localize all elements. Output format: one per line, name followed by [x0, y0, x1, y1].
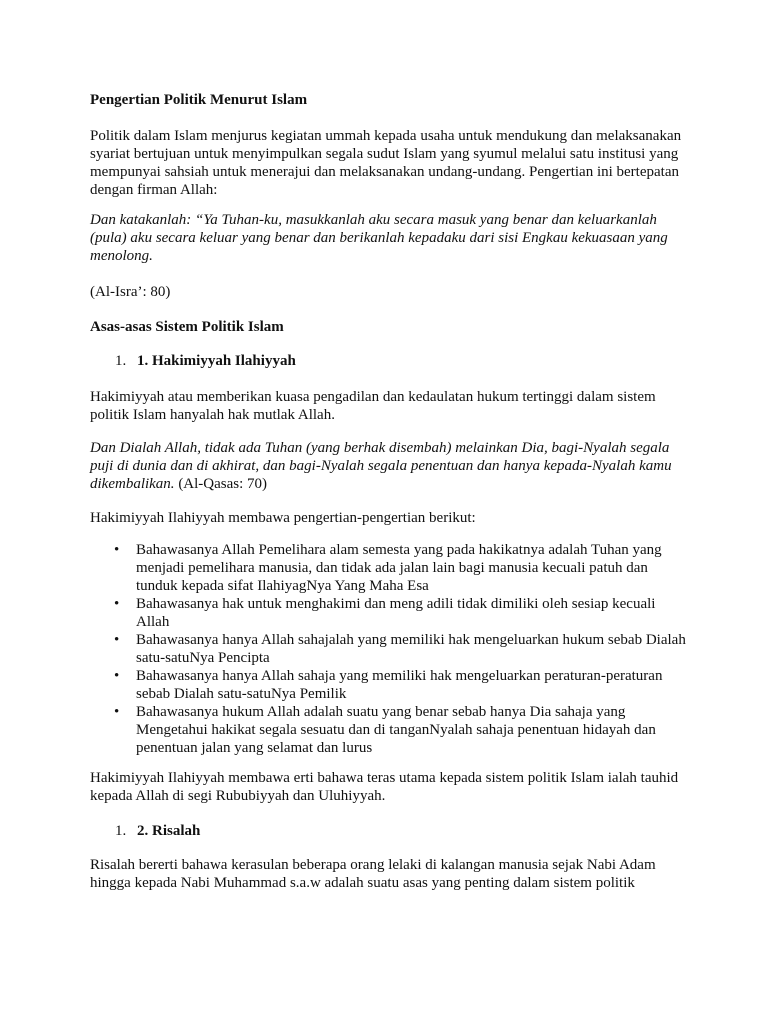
- hakimiyyah-paragraph: Hakimiyyah atau memberikan kuasa pengadilan dan kedaulatan hukum tertinggi dalam sistem politik Islam hanyalah hak mutlak Allah.: [90, 389, 656, 423]
- erti-paragraph: Hakimiyyah Ilahiyyah membawa erti bahawa teras utama kepada sistem politik Islam ialah tauhid kepada Allah di segi Rububiyyah dan Uluhiyyah.: [90, 770, 679, 804]
- list-item: • Bahawasanya hanya Allah sahaja yang memiliki hak mengeluarkan peraturan-peraturan sebab Dialah satu-satuNya Pemilik: [114, 668, 663, 702]
- risalah-paragraph: Risalah bererti bahawa kerasulan beberapa orang lelaki di kalangan manusia sejak Nabi Adam hingga kepada Nabi Muhammad s.a.w adalah suatu asas yang penting dalam sistem politik: [90, 857, 656, 891]
- quote-al-isra: Dan katakanlah: “Ya Tuhan-ku, masukkanlah aku secara masuk yang benar dan keluarkanlah (pula) aku secara keluar yang benar dan berikanlah kepadaku dari sisi Engkau kekuasaan yang menolong.: [90, 212, 668, 264]
- intro-paragraph: Politik dalam Islam menjurus kegiatan ummah kepada usaha untuk mendukung dan melaksanakan syariat bertujuan untuk menyimpulkan segala sudut Islam yang syumul melalui satu institusi yang mempunyai sahsiah untuk menerajui dan melaksanakan undang-undang. Pengertian ini bertepatan dengan firman Allah:: [90, 128, 682, 198]
- list-number: 1.: [115, 823, 127, 839]
- bullet-list: [90, 541, 690, 757]
- bullet-icon: •: [114, 596, 120, 612]
- numbered-heading-risalah: [115, 822, 200, 840]
- quote-al-qasas-reference: (Al-Qasas: 70): [174, 476, 268, 492]
- quote-al-isra-reference: (Al-Isra’: 80): [90, 284, 171, 300]
- list-number: 1.: [115, 353, 127, 369]
- section-title: Asas-asas Sistem Politik Islam: [90, 319, 284, 335]
- bullet-icon: •: [114, 542, 120, 558]
- page-title: Pengertian Politik Menurut Islam: [90, 92, 308, 108]
- list-item: • Bahawasanya hukum Allah adalah suatu yang benar sebab hanya Dia sahaja yang Mengetahui hakikat segala sesuatu dan di tanganNyalah sahaja penentuan hidayah dan penentuan jalan yang selamat dan lurus: [114, 704, 656, 756]
- bullet-icon: •: [114, 668, 120, 684]
- quote-al-qasas: Dan Dialah Allah, tidak ada Tuhan (yang berhak disembah) melainkan Dia, bagi-Nyalah segala puji di dunia dan di akhirat, dan bagi-Nyalah segala penentuan dan hanya kepada-Nyalah kamu dikembalikan.: [90, 440, 672, 492]
- heading-text: 2. Risalah: [137, 823, 201, 839]
- list-item: • Bahawasanya Allah Pemelihara alam semesta yang pada hakikatnya adalah Tuhan yang menjadi pemelihara manusia, dan tidak ada jalan lain bagi manusia kecuali patuh dan tunduk kepada sifat IlahiyagNya Yang Maha Esa: [114, 542, 662, 594]
- list-item: • Bahawasanya hanya Allah sahajalah yang memiliki hak mengeluarkan hukum sebab Dialah satu-satuNya Pencipta: [114, 632, 686, 666]
- membawa-paragraph: Hakimiyyah Ilahiyyah membawa pengertian-pengertian berikut:: [90, 510, 476, 526]
- bullet-icon: •: [114, 632, 120, 648]
- quote-al-qasas-paragraph: [90, 439, 690, 493]
- heading-text: 1. Hakimiyyah Ilahiyyah: [137, 353, 296, 369]
- list-item: • Bahawasanya hak untuk menghakimi dan meng adili tidak dimiliki oleh sesiap kecuali Allah: [114, 596, 656, 630]
- bullet-icon: •: [114, 704, 120, 720]
- numbered-heading-hakimiyyah: [115, 352, 296, 370]
